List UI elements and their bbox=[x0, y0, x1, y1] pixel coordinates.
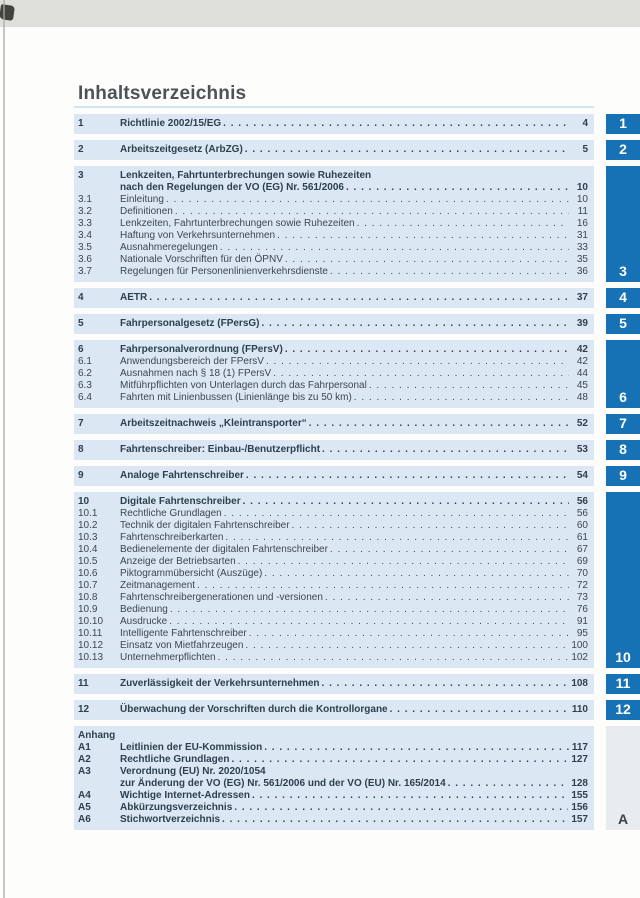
entry-number: 10.8 bbox=[78, 592, 98, 603]
entry-page: 53 bbox=[576, 444, 588, 455]
entry-page: 60 bbox=[576, 520, 588, 531]
entry-page: 31 bbox=[576, 230, 588, 241]
toc-entry bbox=[78, 444, 588, 456]
entry-title: Überwachung der Vorschriften durch die Kontrollorgane bbox=[120, 704, 388, 715]
entry-page: 33 bbox=[576, 242, 588, 253]
entry-number: 2 bbox=[78, 144, 84, 155]
dot-leader bbox=[225, 532, 569, 544]
entry-page: 100 bbox=[571, 640, 588, 651]
entry-number: A3 bbox=[78, 766, 91, 777]
toc-entry bbox=[78, 704, 588, 716]
entry-page: 91 bbox=[576, 616, 588, 627]
entry-title: Abkürzungsverzeichnis bbox=[120, 802, 233, 813]
entry-title: Digitale Fahrtenschreiber bbox=[120, 496, 241, 507]
dot-leader bbox=[266, 356, 569, 368]
toc-entry bbox=[78, 520, 588, 532]
toc-block-stripe bbox=[74, 466, 594, 486]
entry-title: AETR bbox=[120, 292, 148, 303]
toc-block-stripe bbox=[74, 726, 594, 830]
entry-page: 56 bbox=[576, 508, 588, 519]
title-rule bbox=[74, 106, 594, 108]
entry-title: Ausnahmen nach § 18 (1) FPersV bbox=[120, 368, 272, 379]
entry-page: 52 bbox=[576, 418, 588, 429]
chapter-tab-7 bbox=[606, 414, 640, 434]
chapter-tab-10 bbox=[606, 492, 640, 668]
entry-page: 157 bbox=[571, 814, 588, 825]
entry-title: Fahrten mit Linienbussen (Linienlänge bis zu 50 km) bbox=[120, 392, 352, 403]
dot-leader bbox=[264, 568, 569, 580]
entry-page: 11 bbox=[577, 206, 588, 217]
entry-page: 155 bbox=[571, 790, 588, 801]
toc-block bbox=[74, 340, 640, 408]
dot-leader bbox=[245, 144, 569, 156]
dot-leader bbox=[309, 418, 569, 430]
toc-block-stripe bbox=[74, 440, 594, 460]
dot-leader bbox=[243, 496, 569, 508]
entry-number: 10.3 bbox=[78, 532, 98, 543]
dot-leader bbox=[261, 318, 569, 330]
entry-title: Haftung von Verkehrsunternehmen bbox=[120, 230, 276, 241]
chapter-tab-9 bbox=[606, 466, 640, 486]
dot-leader bbox=[169, 616, 569, 628]
entry-page: 10 bbox=[576, 182, 588, 193]
entry-page: 54 bbox=[576, 470, 588, 481]
toc-block-stripe bbox=[74, 700, 594, 720]
toc-block-stripe bbox=[74, 166, 594, 282]
entry-page: 10 bbox=[576, 194, 588, 205]
entry-number: 10.10 bbox=[78, 616, 104, 627]
chapter-tab-A bbox=[606, 726, 640, 830]
chapter-tab-1 bbox=[606, 114, 640, 134]
toc-entry bbox=[78, 194, 588, 206]
entry-number: 7 bbox=[78, 418, 84, 429]
dot-leader bbox=[330, 266, 569, 278]
entry-page: 4 bbox=[582, 118, 588, 129]
entry-title: Anwendungsbereich der FPersV bbox=[120, 356, 264, 367]
entry-page: 42 bbox=[576, 344, 588, 355]
chapter-tab-8 bbox=[606, 440, 640, 460]
entry-title: Leitlinien der EU-Kommission bbox=[120, 742, 263, 753]
entry-number: 3.6 bbox=[78, 254, 92, 265]
entry-title: Einsatz von Mietfahrzeugen bbox=[120, 640, 244, 651]
toc-entry bbox=[78, 556, 588, 568]
toc-block bbox=[74, 440, 640, 460]
entry-page: 128 bbox=[571, 778, 588, 789]
toc-block-stripe bbox=[74, 314, 594, 334]
toc-content bbox=[74, 114, 640, 830]
entry-title: Rechtliche Grundlagen bbox=[120, 754, 230, 765]
scanned-page bbox=[5, 27, 640, 898]
toc-entry bbox=[78, 592, 588, 604]
toc-block-stripe bbox=[74, 674, 594, 694]
entry-number: 6.1 bbox=[78, 356, 92, 367]
dot-leader bbox=[246, 470, 569, 482]
toc-block bbox=[74, 674, 640, 694]
chapter-tab-3 bbox=[606, 166, 640, 282]
entry-page: 95 bbox=[576, 628, 588, 639]
tab-label: 2 bbox=[619, 141, 627, 157]
tab-label: 12 bbox=[615, 701, 631, 717]
entry-title: Verordnung (EU) Nr. 2020/1054 bbox=[120, 766, 266, 777]
tab-label: 1 bbox=[619, 115, 627, 131]
entry-title: Fahrtenschreiberkarten bbox=[120, 532, 224, 543]
toc-entry bbox=[78, 766, 588, 778]
toc-entry bbox=[78, 496, 588, 508]
toc-entry bbox=[78, 266, 588, 278]
dot-leader bbox=[245, 640, 568, 652]
entry-page: 69 bbox=[576, 556, 588, 567]
entry-number: 6.4 bbox=[78, 392, 92, 403]
dot-leader bbox=[322, 444, 569, 456]
toc-entry bbox=[78, 778, 588, 790]
chapter-tab-6 bbox=[606, 340, 640, 408]
entry-number: 6.2 bbox=[78, 368, 92, 379]
entry-title: Bedienelemente der digitalen Fahrtenschreiber bbox=[120, 544, 328, 555]
dot-leader bbox=[285, 254, 569, 266]
entry-page: 102 bbox=[571, 652, 588, 663]
dot-leader bbox=[357, 218, 569, 230]
entry-number: 10.13 bbox=[78, 652, 104, 663]
toc-entry bbox=[78, 568, 588, 580]
entry-page: 127 bbox=[571, 754, 588, 765]
toc-entry bbox=[78, 118, 588, 130]
dot-leader bbox=[252, 790, 568, 802]
entry-number: 4 bbox=[78, 292, 84, 303]
entry-page: 67 bbox=[576, 544, 588, 555]
entry-page: 76 bbox=[576, 604, 588, 615]
toc-entry bbox=[78, 144, 588, 156]
toc-entry bbox=[78, 814, 588, 826]
dot-leader bbox=[222, 814, 568, 826]
toc-entry bbox=[78, 206, 588, 218]
entry-number: 10.1 bbox=[78, 508, 98, 519]
toc-entry bbox=[78, 242, 588, 254]
entry-number: A4 bbox=[78, 790, 91, 801]
entry-number: A2 bbox=[78, 754, 91, 765]
entry-page: 108 bbox=[571, 678, 588, 689]
toc-block bbox=[74, 166, 640, 282]
entry-number: 3.4 bbox=[78, 230, 92, 241]
dot-leader bbox=[234, 802, 568, 814]
chapter-tab-5 bbox=[606, 314, 640, 334]
entry-page: 72 bbox=[576, 580, 588, 591]
toc-block bbox=[74, 288, 640, 308]
toc-entry bbox=[78, 678, 588, 690]
toc-entry bbox=[78, 368, 588, 380]
entry-number: 10.6 bbox=[78, 568, 98, 579]
entry-title: Mitführpflichten von Unterlagen durch das Fahrpersonal bbox=[120, 380, 367, 391]
dot-leader bbox=[369, 380, 569, 392]
toc-entry bbox=[78, 628, 588, 640]
toc-entry bbox=[78, 292, 588, 304]
toc-block bbox=[74, 140, 640, 160]
toc-entry bbox=[78, 580, 588, 592]
tab-label: 11 bbox=[615, 675, 631, 691]
entry-number: A5 bbox=[78, 802, 91, 813]
toc-entry bbox=[78, 218, 588, 230]
entry-number: A1 bbox=[78, 742, 91, 753]
toc-entry bbox=[78, 802, 588, 814]
entry-title: Stichwortverzeichnis bbox=[120, 814, 221, 825]
tab-label: 4 bbox=[619, 289, 627, 305]
dot-leader bbox=[285, 344, 569, 356]
entry-page: 70 bbox=[576, 568, 588, 579]
dot-leader bbox=[322, 678, 569, 690]
entry-title: Fahrpersonalgesetz (FPersG) bbox=[120, 318, 260, 329]
entry-title: Lenkzeiten, Fahrtunterbrechungen sowie Ruhezeiten bbox=[120, 218, 355, 229]
toc-entry bbox=[78, 652, 588, 664]
chapter-tab-4 bbox=[606, 288, 640, 308]
entry-title: Technik der digitalen Fahrtenschreiber bbox=[120, 520, 290, 531]
entry-title: Rechtliche Grundlagen bbox=[120, 508, 222, 519]
toc-block bbox=[74, 492, 640, 668]
toc-entry bbox=[78, 344, 588, 356]
entry-page: 42 bbox=[576, 356, 588, 367]
toc-entry bbox=[78, 380, 588, 392]
toc-entry bbox=[78, 790, 588, 802]
entry-title: Arbeitszeitgesetz (ArbZG) bbox=[120, 144, 243, 155]
dot-leader bbox=[224, 508, 569, 520]
dot-leader bbox=[448, 778, 569, 790]
entry-page: 56 bbox=[576, 496, 588, 507]
dot-leader bbox=[218, 652, 569, 664]
tab-label: 6 bbox=[619, 389, 627, 405]
entry-page: 44 bbox=[576, 368, 588, 379]
dot-leader bbox=[170, 604, 569, 616]
entry-title: Arbeitszeitnachweis „Kleintransporter“ bbox=[120, 418, 307, 429]
toc-entry bbox=[78, 508, 588, 520]
entry-title: nach den Regelungen der VO (EG) Nr. 561/2006 bbox=[120, 182, 344, 193]
entry-title: Zuverlässigkeit der Verkehrsunternehmen bbox=[120, 678, 320, 689]
entry-title: Ausnahmeregelungen bbox=[120, 242, 218, 253]
dot-leader bbox=[249, 628, 569, 640]
entry-title: Intelligente Fahrtenschreiber bbox=[120, 628, 247, 639]
dot-leader bbox=[166, 194, 569, 206]
dot-leader bbox=[277, 230, 569, 242]
dot-leader bbox=[197, 580, 569, 592]
chapter-tab-2 bbox=[606, 140, 640, 160]
entry-title: Wichtige Internet-Adressen bbox=[120, 790, 250, 801]
dot-leader bbox=[175, 206, 569, 218]
entry-page: 156 bbox=[571, 802, 588, 813]
entry-title: zur Änderung der VO (EG) Nr. 561/2006 und der VO (EU) Nr. 165/2014 bbox=[120, 778, 446, 789]
entry-title: Regelungen für Personenlinienverkehrsdienste bbox=[120, 266, 328, 277]
entry-number: 10.7 bbox=[78, 580, 98, 591]
entry-title: Lenkzeiten, Fahrtunterbrechungen sowie Ruhezeiten bbox=[120, 170, 372, 181]
toc-block-stripe bbox=[74, 492, 594, 668]
dot-leader bbox=[346, 182, 569, 194]
entry-title: Fahrtenschreiber: Einbau-/Benutzerpflicht bbox=[120, 444, 321, 455]
toc-entry bbox=[78, 544, 588, 556]
dot-leader bbox=[264, 742, 569, 754]
entry-title: Fahrpersonalverordnung (FPersV) bbox=[120, 344, 283, 355]
entry-page: 37 bbox=[576, 292, 588, 303]
entry-title: Definitionen bbox=[120, 206, 173, 217]
entry-title: Piktogrammübersicht (Auszüge) bbox=[120, 568, 263, 579]
toc-entry bbox=[78, 230, 588, 242]
toc-entry bbox=[78, 356, 588, 368]
tab-label: A bbox=[617, 811, 629, 827]
entry-number: 10.12 bbox=[78, 640, 104, 651]
toc-block bbox=[74, 700, 640, 720]
dot-leader bbox=[330, 544, 569, 556]
toc-entry bbox=[78, 730, 588, 742]
toc-block-stripe bbox=[74, 288, 594, 308]
toc-entry bbox=[78, 182, 588, 194]
toc-entry bbox=[78, 742, 588, 754]
entry-number: 6 bbox=[78, 344, 84, 355]
dot-leader bbox=[238, 556, 569, 568]
entry-number: 3.7 bbox=[78, 266, 92, 277]
scan-top-edge bbox=[0, 0, 640, 27]
toc-block bbox=[74, 314, 640, 334]
entry-page: 117 bbox=[571, 742, 588, 753]
entry-title: Analoge Fahrtenschreiber bbox=[120, 470, 244, 481]
chapter-tab-12 bbox=[606, 700, 640, 720]
entry-number: 10.4 bbox=[78, 544, 98, 555]
entry-number: 10 bbox=[78, 496, 90, 507]
tab-label: 9 bbox=[619, 467, 627, 483]
toc-entry bbox=[78, 604, 588, 616]
entry-title: Fahrtenschreibergenerationen und -versionen bbox=[120, 592, 323, 603]
entry-title: Zeitmanagement bbox=[120, 580, 196, 591]
entry-number: 3 bbox=[78, 170, 84, 181]
dot-leader bbox=[231, 754, 568, 766]
dot-leader bbox=[292, 520, 569, 532]
toc-entry bbox=[78, 616, 588, 628]
entry-title: Unternehmerpflichten bbox=[120, 652, 216, 663]
dot-leader bbox=[223, 118, 569, 130]
chapter-tab-11 bbox=[606, 674, 640, 694]
toc-entry bbox=[78, 640, 588, 652]
toc-block bbox=[74, 114, 640, 134]
entry-number: 6.3 bbox=[78, 380, 92, 391]
entry-number: 3.1 bbox=[78, 194, 92, 205]
tab-label: 7 bbox=[619, 415, 627, 431]
entry-title: Bedienung bbox=[120, 604, 168, 615]
dot-leader bbox=[149, 292, 569, 304]
entry-page: 39 bbox=[576, 318, 588, 329]
entry-number: 3.5 bbox=[78, 242, 92, 253]
entry-title: Richtlinie 2002/15/EG bbox=[120, 118, 222, 129]
toc-block-stripe bbox=[74, 414, 594, 434]
entry-title: Einleitung bbox=[120, 194, 164, 205]
tab-label: 10 bbox=[615, 649, 631, 665]
entry-number: 3.3 bbox=[78, 218, 92, 229]
entry-number: 10.9 bbox=[78, 604, 98, 615]
toc-entry bbox=[78, 318, 588, 330]
entry-page: 110 bbox=[571, 704, 588, 715]
toc-block-stripe bbox=[74, 340, 594, 408]
toc-block bbox=[74, 726, 640, 830]
toc-entry bbox=[78, 532, 588, 544]
entry-title: Ausdrucke bbox=[120, 616, 168, 627]
tab-label: 3 bbox=[619, 263, 627, 279]
dot-leader bbox=[220, 242, 569, 254]
entry-page: 73 bbox=[576, 592, 588, 603]
entry-title: Nationale Vorschriften für den ÖPNV bbox=[120, 254, 283, 265]
entry-number: 12 bbox=[78, 704, 90, 715]
entry-number: 10.2 bbox=[78, 520, 98, 531]
dot-leader bbox=[354, 392, 569, 404]
entry-number: 3.2 bbox=[78, 206, 92, 217]
entry-page: 48 bbox=[576, 392, 588, 403]
entry-number: 5 bbox=[78, 318, 84, 329]
entry-number: 9 bbox=[78, 470, 84, 481]
toc-entry bbox=[78, 754, 588, 766]
toc-block bbox=[74, 414, 640, 434]
toc-entry bbox=[78, 254, 588, 266]
dot-leader bbox=[325, 592, 569, 604]
toc-block-stripe bbox=[74, 114, 594, 134]
toc-block bbox=[74, 466, 640, 486]
entry-number: 10.5 bbox=[78, 556, 98, 567]
entry-page: 45 bbox=[576, 380, 588, 391]
tab-label: 8 bbox=[619, 441, 627, 457]
dot-leader bbox=[273, 368, 569, 380]
entry-page: 36 bbox=[576, 266, 588, 277]
entry-page: 5 bbox=[582, 144, 588, 155]
toc-block-stripe bbox=[74, 140, 594, 160]
entry-number: 1 bbox=[78, 118, 84, 129]
toc-entry bbox=[78, 418, 588, 430]
page-title: Inhaltsverzeichnis bbox=[78, 83, 247, 104]
toc-entry bbox=[78, 470, 588, 482]
tab-label: 5 bbox=[619, 315, 627, 331]
entry-number: A6 bbox=[78, 814, 91, 825]
toc-entry bbox=[78, 170, 588, 182]
entry-page: 16 bbox=[576, 218, 588, 229]
entry-page: 35 bbox=[576, 254, 588, 265]
entry-number: Anhang bbox=[78, 730, 116, 741]
dot-leader bbox=[390, 704, 569, 716]
entry-number: 10.11 bbox=[78, 628, 103, 639]
toc-entry bbox=[78, 392, 588, 404]
entry-number: 8 bbox=[78, 444, 84, 455]
entry-page: 61 bbox=[576, 532, 588, 543]
entry-number: 11 bbox=[78, 678, 89, 689]
entry-title: Anzeige der Betriebsarten bbox=[120, 556, 236, 567]
